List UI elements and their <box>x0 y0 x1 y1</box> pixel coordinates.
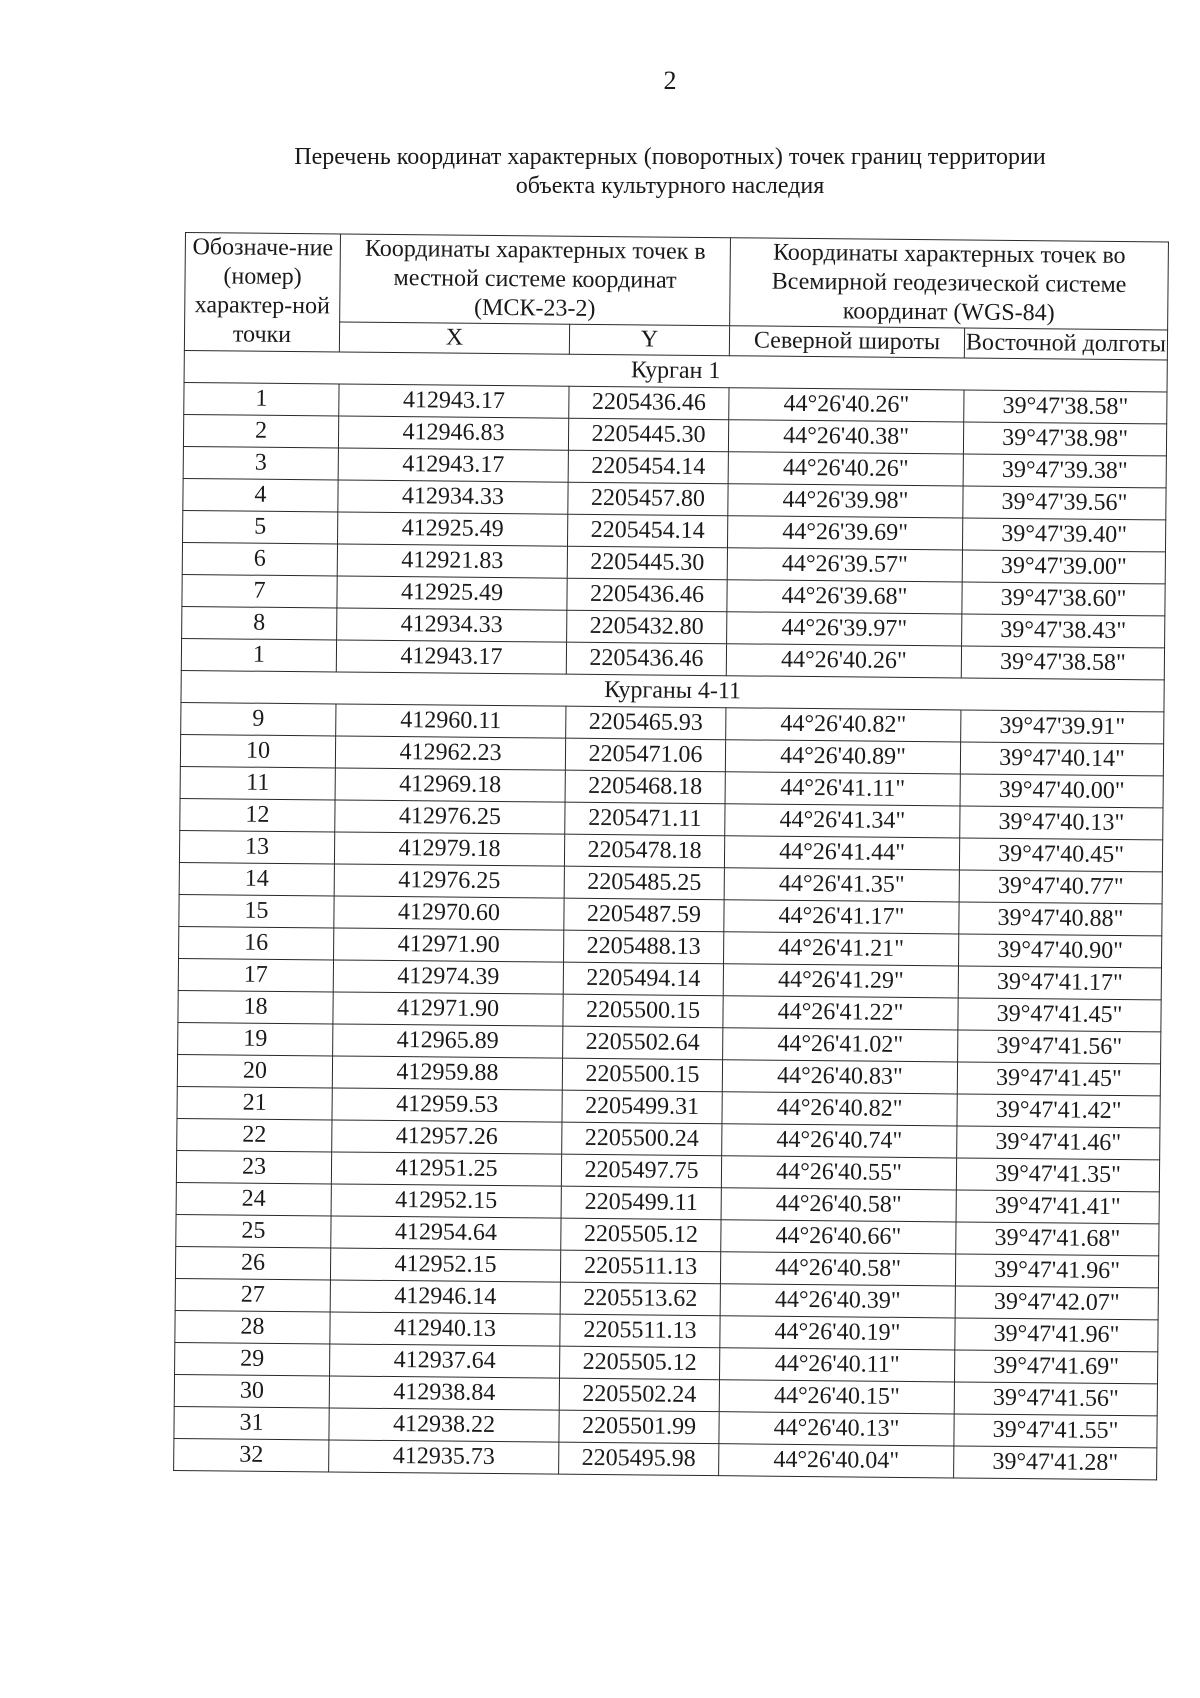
longitude-cell: 39°47'41.45" <box>957 1062 1160 1096</box>
table-body <box>174 350 1168 1479</box>
longitude-cell: 39°47'39.38" <box>963 454 1166 488</box>
longitude-cell: 39°47'41.68" <box>956 1222 1159 1256</box>
section-title: Курган 1 <box>184 350 1167 391</box>
point-number-cell: 1 <box>184 382 339 415</box>
longitude-cell: 39°47'39.91" <box>961 710 1164 744</box>
point-number-cell: 2 <box>183 414 338 447</box>
point-number-cell: 6 <box>182 542 337 575</box>
point-number-cell: 3 <box>183 446 338 479</box>
point-number-cell: 10 <box>180 734 335 767</box>
x-cell: 412925.49 <box>338 512 568 546</box>
latitude-cell: 44°26'41.34" <box>725 804 960 838</box>
y-cell: 2205432.80 <box>567 610 727 644</box>
point-number-cell: 9 <box>181 702 336 735</box>
point-number-cell: 8 <box>182 606 337 639</box>
longitude-cell: 39°47'38.60" <box>962 582 1165 616</box>
x-cell: 412937.64 <box>330 1344 560 1378</box>
longitude-cell: 39°47'39.56" <box>963 486 1166 520</box>
longitude-cell: 39°47'41.42" <box>957 1094 1160 1128</box>
y-cell: 2205499.31 <box>562 1090 722 1124</box>
y-cell: 2205436.46 <box>567 578 727 612</box>
header-y: Y <box>569 324 729 356</box>
y-cell: 2205454.14 <box>568 450 728 484</box>
x-cell: 412959.88 <box>332 1056 562 1090</box>
page-number: 2 <box>663 66 677 95</box>
point-number-cell: 19 <box>178 1022 333 1055</box>
y-cell: 2205511.13 <box>560 1314 720 1348</box>
point-number-cell: 17 <box>178 958 333 991</box>
latitude-cell: 44°26'41.29" <box>723 964 958 998</box>
header-east-longitude: Восточной долготы <box>964 328 1167 360</box>
latitude-cell: 44°26'41.21" <box>724 932 959 966</box>
y-cell: 2205502.64 <box>563 1026 723 1060</box>
longitude-cell: 39°47'40.13" <box>960 806 1163 840</box>
title-line-1: Перечень координат характерных (поворотных) точек границ территории <box>294 144 1046 170</box>
longitude-cell: 39°47'40.77" <box>959 870 1162 904</box>
longitude-cell: 39°47'40.90" <box>959 934 1162 968</box>
y-cell: 2205500.24 <box>562 1122 722 1156</box>
point-number-cell: 32 <box>174 1438 329 1471</box>
y-cell: 2205485.25 <box>564 866 724 900</box>
latitude-cell: 44°26'41.17" <box>724 900 959 934</box>
longitude-cell: 39°47'41.17" <box>958 966 1161 1000</box>
y-cell: 2205501.99 <box>559 1410 719 1444</box>
x-cell: 412957.26 <box>332 1120 562 1154</box>
point-number-cell: 12 <box>180 798 335 831</box>
latitude-cell: 44°26'40.82" <box>722 1092 957 1126</box>
y-cell: 2205495.98 <box>559 1442 719 1476</box>
y-cell: 2205436.46 <box>569 386 729 420</box>
x-cell: 412935.73 <box>329 1440 559 1474</box>
x-cell: 412938.84 <box>329 1376 559 1410</box>
point-number-cell: 11 <box>180 766 335 799</box>
longitude-cell: 39°47'40.88" <box>959 902 1162 936</box>
x-cell: 412959.53 <box>332 1088 562 1122</box>
latitude-cell: 44°26'41.11" <box>725 772 960 806</box>
y-cell: 2205468.18 <box>565 770 725 804</box>
latitude-cell: 44°26'40.26" <box>726 644 961 678</box>
longitude-cell: 39°47'39.00" <box>962 550 1165 584</box>
latitude-cell: 44°26'39.57" <box>727 548 962 582</box>
latitude-cell: 44°26'40.04" <box>719 1444 954 1478</box>
longitude-cell: 39°47'41.46" <box>957 1126 1160 1160</box>
header-wgs-coordinates: Координаты характерных точек во Всемирной геодезической системе координат (WGS-84) <box>730 238 1169 330</box>
longitude-cell: 39°47'40.45" <box>959 838 1162 872</box>
point-number-cell: 4 <box>183 478 338 511</box>
y-cell: 2205487.59 <box>564 898 724 932</box>
latitude-cell: 44°26'41.22" <box>723 996 958 1030</box>
x-cell: 412940.13 <box>330 1312 560 1346</box>
latitude-cell: 44°26'40.55" <box>721 1156 956 1190</box>
x-cell: 412921.83 <box>337 544 567 578</box>
longitude-cell: 39°47'40.14" <box>960 742 1163 776</box>
latitude-cell: 44°26'40.82" <box>726 708 961 742</box>
point-number-cell: 30 <box>174 1374 329 1407</box>
y-cell: 2205445.30 <box>568 418 728 452</box>
x-cell: 412951.25 <box>331 1152 561 1186</box>
longitude-cell: 39°47'41.69" <box>955 1350 1158 1384</box>
point-number-cell: 16 <box>179 926 334 959</box>
point-number-cell: 1 <box>181 638 336 671</box>
x-cell: 412952.15 <box>330 1248 560 1282</box>
point-number-cell: 13 <box>179 830 334 863</box>
coordinates-table <box>173 232 1169 1480</box>
latitude-cell: 44°26'41.44" <box>724 836 959 870</box>
point-number-cell: 27 <box>175 1278 330 1311</box>
longitude-cell: 39°47'40.00" <box>960 774 1163 808</box>
point-number-cell: 14 <box>179 862 334 895</box>
latitude-cell: 44°26'40.13" <box>719 1412 954 1446</box>
x-cell: 412970.60 <box>334 896 564 930</box>
point-number-cell: 20 <box>177 1054 332 1087</box>
longitude-cell: 39°47'42.07" <box>955 1286 1158 1320</box>
longitude-cell: 39°47'38.58" <box>961 646 1164 680</box>
point-number-cell: 28 <box>175 1310 330 1343</box>
longitude-cell: 39°47'38.98" <box>963 422 1166 456</box>
latitude-cell: 44°26'40.11" <box>720 1348 955 1382</box>
latitude-cell: 44°26'39.69" <box>728 516 963 550</box>
y-cell: 2205445.30 <box>567 546 727 580</box>
latitude-cell: 44°26'40.15" <box>719 1380 954 1414</box>
x-cell: 412943.17 <box>338 448 568 482</box>
latitude-cell: 44°26'41.02" <box>723 1028 958 1062</box>
longitude-cell: 39°47'41.41" <box>956 1190 1159 1224</box>
x-cell: 412925.49 <box>337 576 567 610</box>
longitude-cell: 39°47'39.40" <box>962 518 1165 552</box>
y-cell: 2205502.24 <box>559 1378 719 1412</box>
point-number-cell: 15 <box>179 894 334 927</box>
x-cell: 412974.39 <box>333 960 563 994</box>
y-cell: 2205494.14 <box>563 962 723 996</box>
point-number-cell: 23 <box>176 1150 331 1183</box>
longitude-cell: 39°47'38.43" <box>962 614 1165 648</box>
header-north-latitude: Северной широты <box>729 326 964 358</box>
x-cell: 412971.90 <box>334 928 564 962</box>
y-cell: 2205471.06 <box>565 738 725 772</box>
header-local-coordinates: Координаты характерных точек в местной системе координат (МСК-23-2) <box>340 234 731 326</box>
y-cell: 2205465.93 <box>566 706 726 740</box>
longitude-cell: 39°47'41.56" <box>958 1030 1161 1064</box>
x-cell: 412969.18 <box>335 768 565 802</box>
point-number-cell: 26 <box>175 1246 330 1279</box>
point-number-cell: 22 <box>177 1118 332 1151</box>
point-number-cell: 24 <box>176 1182 331 1215</box>
longitude-cell: 39°47'41.56" <box>954 1382 1157 1416</box>
header-point-designation: Обозначе-ние (номер) характер-ной точки <box>184 233 340 352</box>
x-cell: 412952.15 <box>331 1184 561 1218</box>
latitude-cell: 44°26'40.26" <box>728 452 963 486</box>
longitude-cell: 39°47'41.28" <box>954 1446 1157 1480</box>
y-cell: 2205513.62 <box>560 1282 720 1316</box>
x-cell: 412946.14 <box>330 1280 560 1314</box>
y-cell: 2205505.12 <box>560 1346 720 1380</box>
y-cell: 2205457.80 <box>568 482 728 516</box>
y-cell: 2205488.13 <box>564 930 724 964</box>
x-cell: 412976.25 <box>335 800 565 834</box>
y-cell: 2205500.15 <box>563 994 723 1028</box>
point-number-cell: 31 <box>174 1406 329 1439</box>
header-x: X <box>339 322 569 354</box>
latitude-cell: 44°26'40.58" <box>720 1252 955 1286</box>
latitude-cell: 44°26'40.19" <box>720 1316 955 1350</box>
longitude-cell: 39°47'41.96" <box>955 1254 1158 1288</box>
latitude-cell: 44°26'39.68" <box>727 580 962 614</box>
point-number-cell: 21 <box>177 1086 332 1119</box>
y-cell: 2205436.46 <box>566 642 726 676</box>
x-cell: 412934.33 <box>338 480 568 514</box>
latitude-cell: 44°26'39.98" <box>728 484 963 518</box>
latitude-cell: 44°26'40.26" <box>729 388 964 422</box>
latitude-cell: 44°26'39.97" <box>727 612 962 646</box>
point-number-cell: 5 <box>183 510 338 543</box>
longitude-cell: 39°47'41.45" <box>958 998 1161 1032</box>
x-cell: 412943.17 <box>336 640 566 674</box>
y-cell: 2205454.14 <box>568 514 728 548</box>
document-title <box>150 143 1190 201</box>
x-cell: 412971.90 <box>333 992 563 1026</box>
section-title: Курганы 4-11 <box>181 670 1164 711</box>
x-cell: 412976.25 <box>334 864 564 898</box>
longitude-cell: 39°47'41.55" <box>954 1414 1157 1448</box>
latitude-cell: 44°26'40.66" <box>721 1220 956 1254</box>
x-cell: 412965.89 <box>333 1024 563 1058</box>
point-number-cell: 29 <box>175 1342 330 1375</box>
x-cell: 412960.11 <box>336 704 566 738</box>
y-cell: 2205511.13 <box>560 1250 720 1284</box>
latitude-cell: 44°26'41.35" <box>724 868 959 902</box>
longitude-cell: 39°47'41.35" <box>956 1158 1159 1192</box>
latitude-cell: 44°26'40.39" <box>720 1284 955 1318</box>
x-cell: 412938.22 <box>329 1408 559 1442</box>
point-number-cell: 25 <box>176 1214 331 1247</box>
x-cell: 412979.18 <box>334 832 564 866</box>
latitude-cell: 44°26'40.74" <box>722 1124 957 1158</box>
longitude-cell: 39°47'38.58" <box>964 390 1167 424</box>
y-cell: 2205497.75 <box>561 1154 721 1188</box>
y-cell: 2205505.12 <box>561 1218 721 1252</box>
x-cell: 412934.33 <box>337 608 567 642</box>
latitude-cell: 44°26'40.89" <box>725 740 960 774</box>
x-cell: 412954.64 <box>331 1216 561 1250</box>
title-line-2: объекта культурного наследия <box>515 173 825 199</box>
point-number-cell: 7 <box>182 574 337 607</box>
x-cell: 412943.17 <box>339 384 569 418</box>
longitude-cell: 39°47'41.96" <box>955 1318 1158 1352</box>
y-cell: 2205499.11 <box>561 1186 721 1220</box>
x-cell: 412946.83 <box>338 416 568 450</box>
y-cell: 2205500.15 <box>562 1058 722 1092</box>
latitude-cell: 44°26'40.58" <box>721 1188 956 1222</box>
latitude-cell: 44°26'40.38" <box>728 420 963 454</box>
y-cell: 2205478.18 <box>564 834 724 868</box>
y-cell: 2205471.11 <box>565 802 725 836</box>
point-number-cell: 18 <box>178 990 333 1023</box>
latitude-cell: 44°26'40.83" <box>722 1060 957 1094</box>
x-cell: 412962.23 <box>335 736 565 770</box>
